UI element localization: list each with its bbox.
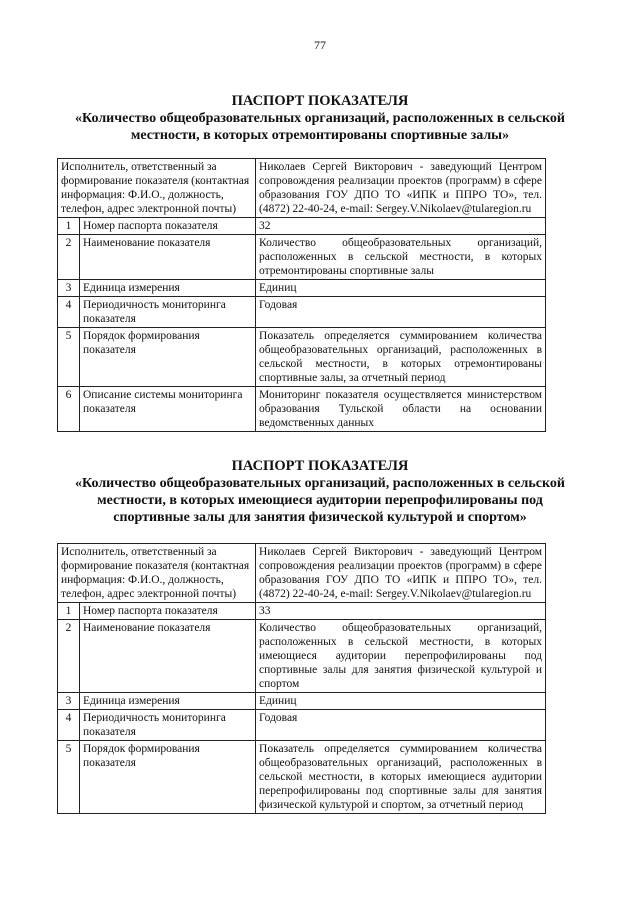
row-number: 3 (58, 693, 80, 710)
table-row (58, 387, 546, 432)
executor-value: Николаев Сергей Викторович - заведующий Центром сопровождения реализации проектов (программ) в сфере образования ГОУ ДПО ТО «ИПК и ППРО ТО», тел. (4872) 22-40-24, e-mail: Sergey.V.Nikolaev@tularegion.ru (256, 159, 546, 218)
row-number: 4 (58, 297, 80, 328)
table-row (58, 544, 546, 603)
row-number: 5 (58, 328, 80, 387)
row-label: Порядок формирования показателя (80, 741, 256, 814)
row-number: 2 (58, 620, 80, 693)
executor-label: Исполнитель, ответственный за формирование показателя (контактная информация: Ф.И.О., должность, телефон, адрес электронной почты) (58, 159, 256, 218)
row-label: Наименование показателя (80, 235, 256, 280)
row-value: Годовая (256, 710, 546, 741)
row-number: 4 (58, 710, 80, 741)
row-number: 1 (58, 218, 80, 235)
passport-title: ПАСПОРТ ПОКАЗАТЕЛЯ (231, 93, 409, 109)
table-row (58, 741, 546, 814)
passport-title: ПАСПОРТ ПОКАЗАТЕЛЯ (231, 458, 409, 474)
table-row (58, 710, 546, 741)
table-row (58, 297, 546, 328)
row-value: Единиц (256, 280, 546, 297)
row-label: Порядок формирования показателя (80, 328, 256, 387)
executor-label: Исполнитель, ответственный за формирование показателя (контактная информация: Ф.И.О., должность, телефон, адрес электронной почты) (58, 544, 256, 603)
row-value: Количество общеобразовательных организаций, расположенных в сельской местности, в которых отремонтированы спортивные залы (256, 235, 546, 280)
table-row (58, 159, 546, 218)
row-value: Мониторинг показателя осуществляется министерством образования Тульской области на основании ведомственных данных (256, 387, 546, 432)
row-value: 32 (256, 218, 546, 235)
table-row (58, 280, 546, 297)
row-value: 33 (256, 603, 546, 620)
row-number: 3 (58, 280, 80, 297)
passport-subtitle: «Количество общеобразовательных организаций, расположенных в сельской местности, в которых имеющиеся аудитории перепрофилированы под спортивные залы для занятия физической культурой и спортом» (75, 476, 565, 525)
row-label: Номер паспорта показателя (80, 218, 256, 235)
row-label: Периодичность мониторинга показателя (80, 297, 256, 328)
executor-value: Николаев Сергей Викторович - заведующий Центром сопровождения реализации проектов (программ) в сфере образования ГОУ ДПО ТО «ИПК и ППРО ТО», тел. (4872) 22-40-24, e-mail: Sergey.V.Nikolaev@tularegion.ru (256, 544, 546, 603)
row-value: Единиц (256, 693, 546, 710)
row-label: Наименование показателя (80, 620, 256, 693)
table-row (58, 693, 546, 710)
passport-table (57, 543, 546, 814)
table-row (58, 235, 546, 280)
row-value: Количество общеобразовательных организаций, расположенных в сельской местности, в которых имеющиеся аудитории перепрофилированы под спортивные залы для занятия физической культурой и спортом (256, 620, 546, 693)
row-number: 5 (58, 741, 80, 814)
row-value: Показатель определяется суммированием количества общеобразовательных организаций, расположенных в сельской местности, в которых отремонтированы спортивные залы, за отчетный период (256, 328, 546, 387)
row-label: Описание системы мониторинга показателя (80, 387, 256, 432)
row-value: Показатель определяется суммированием количества общеобразовательных организаций, расположенных в сельской местности, в которых имеющиеся аудитории перепрофилированы под спортивные залы для занятия физической культурой и спортом, за отчетный период (256, 741, 546, 814)
table-row (58, 620, 546, 693)
row-value: Годовая (256, 297, 546, 328)
page-number: 77 (314, 38, 326, 52)
passport-subtitle: «Количество общеобразовательных организаций, расположенных в сельской местности, в которых отремонтированы спортивные залы» (75, 111, 565, 143)
row-label: Номер паспорта показателя (80, 603, 256, 620)
passport-table (57, 158, 546, 432)
table-row (58, 218, 546, 235)
row-number: 2 (58, 235, 80, 280)
row-number: 1 (58, 603, 80, 620)
row-label: Единица измерения (80, 693, 256, 710)
row-number: 6 (58, 387, 80, 432)
row-label: Периодичность мониторинга показателя (80, 710, 256, 741)
table-row (58, 328, 546, 387)
row-label: Единица измерения (80, 280, 256, 297)
table-row (58, 603, 546, 620)
